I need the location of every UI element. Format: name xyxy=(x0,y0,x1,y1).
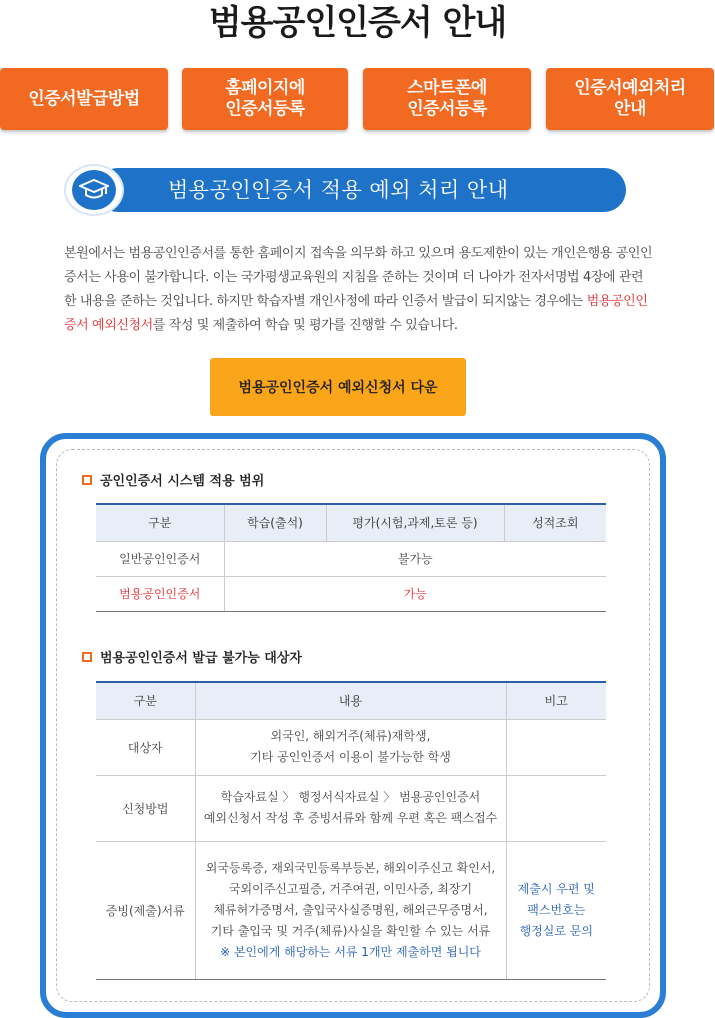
header-cell: 구분 xyxy=(96,682,195,719)
row-value: 불가능 xyxy=(224,541,606,576)
exception-form-link: 범용공인인증서 예외신청서 xyxy=(64,294,648,333)
tab-row xyxy=(0,68,715,132)
graduation-cap-icon xyxy=(72,170,116,210)
note-line: 행정실로 문의 xyxy=(519,923,593,938)
row-label: 증빙(제출)서류 xyxy=(96,841,195,979)
row-note xyxy=(506,841,606,979)
ineligible-table xyxy=(96,681,606,980)
tab-certificate-issue[interactable]: 인증서발급방법 xyxy=(0,68,168,130)
header-cell: 평가(시험,과제,토론 등) xyxy=(326,504,504,541)
row-content xyxy=(195,841,506,979)
section1-heading xyxy=(82,470,264,489)
table-row xyxy=(96,841,606,979)
section2-title: 범용공인인증서 발급 불가능 대상자 xyxy=(100,651,302,666)
table-header-row xyxy=(96,504,606,541)
table-row xyxy=(96,576,606,611)
square-bullet-icon xyxy=(82,475,92,485)
table-row xyxy=(96,719,606,775)
header-cell: 구분 xyxy=(96,504,224,541)
content-line: 기타 출입국 및 거주(체류)사실을 확인할 수 있는 서류 xyxy=(210,923,491,938)
tab-homepage-register[interactable]: 홈페이지에 인증서등록 xyxy=(182,68,348,130)
tab-exception-guide[interactable]: 인증서예외처리 안내 xyxy=(546,68,714,130)
row-label: 대상자 xyxy=(96,719,195,775)
intro-text-2: 를 작성 및 제출하여 학습 및 평가를 진행할 수 있습니다. xyxy=(152,318,458,333)
banner-title: 범용공인인증서 적용 예외 처리 안내 xyxy=(168,178,509,202)
table-header-row xyxy=(96,682,606,719)
content-line: 학습자료실 〉 행정서식자료실 〉 범용공인인증서 xyxy=(220,790,481,804)
tab-smartphone-register[interactable]: 스마트폰에 인증서등록 xyxy=(363,68,531,130)
content-line: 예외신청서 작성 후 증빙서류와 함께 우편 혹은 팩스접수 xyxy=(203,811,498,825)
content-line: 국외이주신고필증, 거주여권, 이민사증, 최장기 xyxy=(228,881,473,896)
table-row xyxy=(96,775,606,841)
row-content xyxy=(195,775,506,841)
content-line: 외국등록증, 재외국민등록부등본, 해외이주신고 확인서, xyxy=(205,860,496,875)
footnote: ※ 본인에게 해당하는 서류 1개만 제출하면 됩니다 xyxy=(220,944,481,959)
table-row xyxy=(96,541,606,576)
note-line: 제출시 우편 및 xyxy=(517,881,595,896)
content-line: 체류허가증명서, 출입국사실증명원, 해외근무증명서, xyxy=(213,902,488,917)
note-line: 팩스번호는 xyxy=(527,902,586,917)
content-line: 기타 공인인증서 이용이 불가능한 학생 xyxy=(250,750,451,764)
row-note xyxy=(506,775,606,841)
header-cell: 내용 xyxy=(195,682,506,719)
section1-title: 공인인증서 시스템 적용 범위 xyxy=(100,474,265,489)
row-label: 신청방법 xyxy=(96,775,195,841)
row-content xyxy=(195,719,506,775)
scope-table xyxy=(96,503,606,612)
square-bullet-icon xyxy=(82,652,92,662)
row-label: 일반공인인증서 xyxy=(96,541,224,576)
header-cell: 성적조회 xyxy=(504,504,606,541)
row-value: 가능 xyxy=(224,576,606,611)
section-banner xyxy=(64,164,626,216)
header-cell: 비고 xyxy=(506,682,606,719)
row-label: 범용공인인증서 xyxy=(96,576,224,611)
header-cell: 학습(출석) xyxy=(224,504,326,541)
section2-heading xyxy=(82,647,302,666)
page-title: 범용공인인증서 안내 xyxy=(208,3,507,43)
row-note xyxy=(506,719,606,775)
intro-paragraph xyxy=(64,242,654,338)
download-exception-form-button[interactable]: 범용공인인증서 예외신청서 다운 xyxy=(210,358,466,416)
banner-icon-circle xyxy=(64,164,124,216)
content-line: 외국인, 해외거주(체류)재학생, xyxy=(270,729,431,743)
intro-text-1: 본원에서는 범용공인인증서를 통한 홈페이지 접속을 의무화 하고 있으며 용도제한이 있는 개인은행용 공인인증서는 사용이 불가합니다. 이는 국가평생교육원의 지침을 준하는 것이며 더 나아가 전자서명법 4장에 관련한 내용을 준하는 것입니다. 하지만 학습자별 개인사정에 따라 인증서 발급이 되지않는 경우에는 xyxy=(64,246,653,309)
